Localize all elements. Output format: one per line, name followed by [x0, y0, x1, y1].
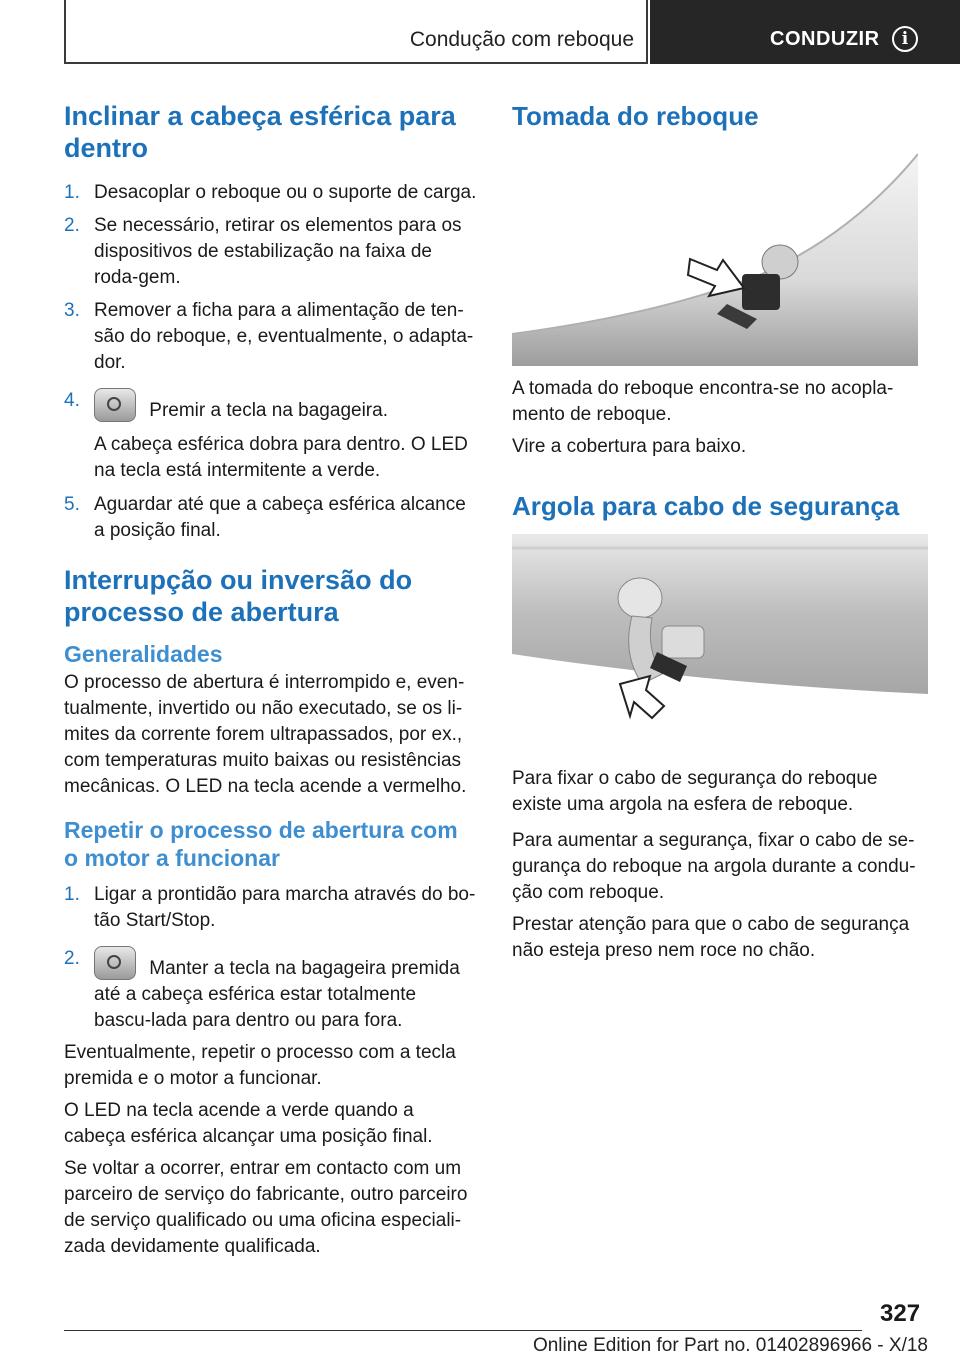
heading-interrupt: Interrupção ou inversão do processo de abertura [64, 565, 413, 627]
safety-eye-illustration [512, 534, 928, 752]
heading-socket: Tomada do reboque [512, 101, 759, 131]
heading-safety-eye: Argola para cabo de segurança [512, 491, 900, 521]
socket-illustration [512, 144, 918, 366]
heading-general: Generalidades [64, 641, 223, 667]
repeat-paragraph: Eventualmente, repetir o processo com a tecla premida e o motor a funcionar. [64, 1042, 456, 1089]
heading-tilt-in: Inclinar a cabeça esférica para dentro [64, 101, 456, 163]
list-item: 2. Manter a tecla na bagageira premida até a cabeça esférica estar totalmente bascu-lada para dentro ou para fora. [64, 948, 460, 1031]
safety-eye-text: Para fixar o cabo de segurança do reboque existe uma argola na esfera de reboque. [512, 768, 878, 815]
left-column [64, 100, 478, 1260]
repeat-paragraph: O LED na tecla acende a verde quando a cabeça esférica alcançar uma posição final. [64, 1100, 433, 1147]
socket-drawing [512, 144, 918, 366]
list-item: 4. Premir a tecla na bagageira. A cabeça esférica dobra para dentro. O LED na tecla está intermitente a verde. [64, 390, 468, 481]
header-chapter-tab [650, 0, 960, 64]
info-icon: i [892, 26, 918, 52]
list-item: 1. Desacoplar o reboque ou o suporte de carga. [64, 182, 477, 203]
repeat-steps-list [64, 882, 478, 1034]
footer-edition: Online Edition for Part no. 01402896966 - X/18 [532, 1335, 928, 1356]
safety-eye-text: Prestar atenção para que o cabo de segurança não esteja preso nem roce no chão. [512, 914, 910, 961]
tilt-steps-list [64, 180, 478, 544]
safety-eye-text: Para aumentar a segurança, fixar o cabo de se-gurança do reboque na argola durante a condu-ção com reboque. [512, 830, 916, 903]
right-column [512, 100, 928, 964]
trunk-button-icon [94, 946, 136, 980]
socket-text: Vire a cobertura para baixo. [512, 436, 747, 457]
socket-text: A tomada do reboque encontra-se no acopla-mento de reboque. [512, 378, 894, 425]
header-section-title: Condução com reboque [409, 28, 634, 51]
heading-repeat: Repetir o processo de abertura com o motor a funcionar [64, 817, 458, 871]
safety-eye-drawing [512, 534, 928, 752]
list-item: 5. Aguardar até que a cabeça esférica alcance a posição final. [64, 494, 466, 541]
general-text: O processo de abertura é interrompido e, even-tualmente, invertido ou não executado, se os li-mites da corrente forem ultrapassados, por ex., com temperaturas muito baixas ou resistências mecânicas. O LED na tecla acende a vermelho. [64, 672, 467, 797]
trunk-button-icon [94, 388, 136, 422]
header-chapter-label: CONDUZIR [770, 28, 880, 50]
footer-divider [64, 1330, 862, 1331]
repeat-paragraph: Se voltar a ocorrer, entrar em contacto com um parceiro de serviço do fabricante, outro parceiro de serviço qualificado ou uma oficina especiali-zada devidamente qualificada. [64, 1158, 468, 1257]
list-item: 2. Se necessário, retirar os elementos para os dispositivos de estabilização na faixa de roda-gem. [64, 215, 462, 288]
list-item: 1. Ligar a prontidão para marcha através do bo-tão Start/Stop. [64, 884, 476, 931]
list-item: 3. Remover a ficha para a alimentação de ten-são do reboque, e, eventualmente, o adapta-dor. [64, 300, 474, 373]
page-number: 327 [880, 1300, 921, 1327]
